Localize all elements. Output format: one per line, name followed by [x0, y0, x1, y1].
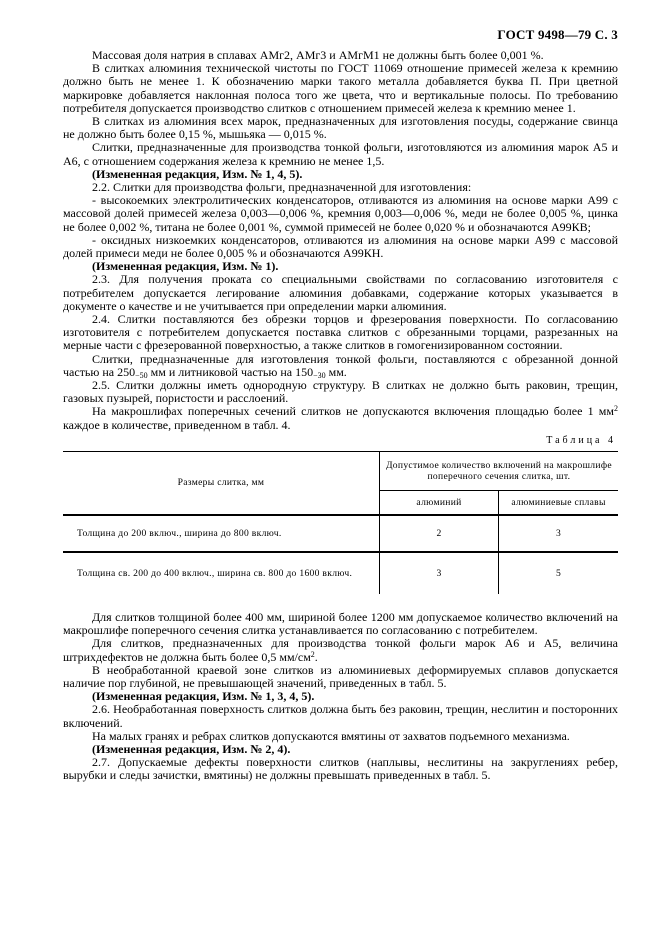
revision-note: (Измененная редакция, Изм. № 2, 4).: [92, 741, 291, 756]
paragraph: 2.3. Для получения проката со специальными свойствами по согласованию изготовителя с потребителем допускается легирование алюминия добавками, содержание которых указывается в документе о качестве и не учитывается при определении марки алюминия.: [63, 272, 618, 313]
subheader-aluminium: алюминий: [379, 490, 498, 515]
page-header-title: ГОСТ 9498—79 С. 3: [497, 27, 618, 42]
paragraph: 2.7. Допускаемые дефекты поверхности слитков (наплывы, неслитины на закруглениях ребер, вырубки и следы зачистки, вмятины) не должны превышать приведенных в табл. 5.: [63, 755, 618, 783]
group-column-header: Допустимое количество включений на макрошлифе поперечного сечения слитка, шт.: [379, 451, 618, 490]
size-column-header: Размеры слитка, мм: [63, 451, 379, 515]
document-content: [63, 49, 618, 783]
paragraph: 2.5. Слитки должны иметь однородную структуру. В слитках не должно быть раковин, трещин, газовых пузырей, пористости и расслоений.: [63, 378, 618, 406]
subscript-value: −30: [313, 370, 326, 380]
paragraph: Для слитков, предназначенных для производства тонкой фольги марок А6 и А5, величина штрихдефектов не должна быть более 0,5 $мм/см^2$.: [63, 636, 618, 664]
paragraph: Для слитков толщиной более 400 мм, шириной более 1200 мм допускаемое количество включений на макрошлифе поперечного сечения слитка устанавливается по согласованию с потребителем.: [63, 609, 618, 638]
table-head: [63, 451, 618, 515]
cell-aluminium-count: 2: [379, 515, 498, 552]
revision-note: (Измененная редакция, Изм. № 1, 4, 5).: [92, 166, 303, 181]
superscript-value: 2: [310, 649, 315, 659]
paragraphs-before-table: [63, 49, 618, 432]
paragraph: В слитках из алюминия всех марок, предназначенных для изготовления посуды, содержание свинца не должно быть более 0,15 %, мышьяка — 0,015 %.: [63, 114, 618, 142]
cell-alloys-count: 5: [499, 552, 618, 594]
paragraph: - высокоемких электролитических конденсаторов, отливаются из алюминия на основе марки А99 с массовой долей примесей железа 0,003—0,006 %, кремния 0,003—0,006 %, меди не более 0,005 %, цинка не более 0,002 %, титана не более 0,001 %, суммой примесей не более 0,020 % и обозначаются А99КВ;: [63, 193, 618, 234]
subscript-value: −50: [135, 370, 148, 380]
revision-note: (Измененная редакция, Изм. № 1, 3, 4, 5).: [92, 689, 315, 704]
paragraph: 2.4. Слитки поставляются без обрезки торцов и фрезерования поверхности. По согласованию изготовителя с потребителем допускается поставка слитков с обрезанными торцами, разрезанных на мерные части с фрезерованной поверхностью, а также слитков в гомогенизированном состоянии.: [63, 312, 618, 353]
paragraph: 2.2. Слитки для производства фольги, предназначенной для изготовления:: [92, 180, 472, 195]
paragraph: В необработанной краевой зоне слитков из алюминиевых деформируемых сплавов допускается наличие пор глубиной, не превышающей значений, приведенных в табл. 5.: [63, 662, 618, 690]
paragraphs-after-table: [63, 611, 618, 783]
cell-ingot-size: Толщина св. 200 до 400 включ., ширина св. 800 до 1600 включ.: [77, 567, 353, 579]
paragraph: Слитки, предназначенные для производства тонкой фольги, изготовляются из алюминия марок А5 и А6, с отношением содержания железа к кремнию не менее 1,5.: [63, 140, 618, 168]
inclusions-table: [63, 451, 618, 594]
revision-note: (Измененная редакция, Изм. № 1).: [92, 259, 279, 274]
table-row: [63, 552, 618, 594]
superscript-value: 2: [614, 404, 618, 414]
subheader-alloys: алюминиевые сплавы: [499, 490, 618, 515]
table-header-row: [63, 451, 618, 490]
paragraph: Массовая доля натрия в сплавах АМг2, АМг3 и АМгМ1 не должны быть более 0,001 %.: [92, 48, 544, 62]
paragraph: - оксидных низкоемких конденсаторов, отливаются из алюминия на основе марки А99 с массовой долей примеси меди не более 0,005 % и обозначаются А99КН.: [63, 232, 618, 261]
table-body: [63, 515, 618, 594]
paragraph: На макрошлифах поперечных сечений слитков не допускаются включения площадью более 1 $мм^2$ каждое в количестве, приведенном в табл. 4.: [63, 404, 618, 432]
cell-aluminium-count: 3: [379, 552, 498, 594]
paragraph: 2.6. Необработанная поверхность слитков должна быть без раковин, трещин, неслитин и посторонних включений.: [63, 702, 618, 730]
cell-ingot-size: Толщина до 200 включ., ширина до 800 включ.: [63, 515, 379, 552]
paragraph: На малых гранях и ребрах слитков допускаются вмятины от захватов подъемного механизма.: [92, 728, 570, 743]
table-label: Таблица 4: [546, 434, 616, 446]
table-row: [63, 515, 618, 552]
paragraph: В слитках алюминия технической чистоты по ГОСТ 11069 отношение примесей железа к кремнию должно быть не менее 1. К обозначению марки такого металла добавляется буква П. При цветной маркировке добавляется наклонная полоса того же цвета, что и вертикальные полосы. По требованию потребителя допускается производство слитков с отношением примесей железа к кремнию менее 1.: [63, 61, 618, 115]
paragraph: Слитки, предназначенные для изготовления тонкой фольги, поставляются с обрезанной донной частью на $250_{-50}$ мм и литниковой частью на $150_{-30}$ мм.: [63, 351, 618, 380]
cell-alloys-count: 3: [499, 515, 618, 552]
